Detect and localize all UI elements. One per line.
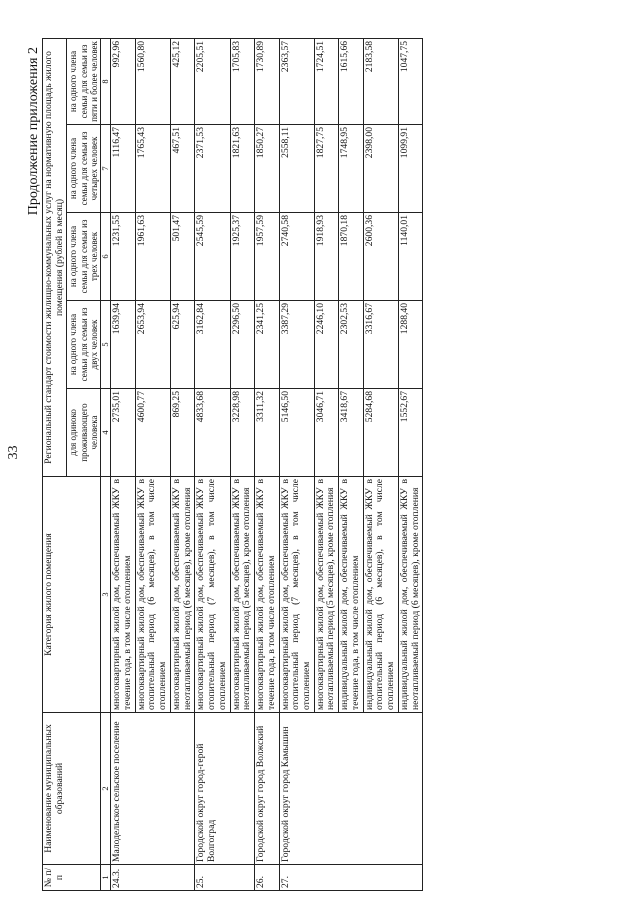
value-cell: 2600,36 (363, 213, 398, 301)
header-sub-1: для одиноко проживающего человека (67, 389, 100, 477)
value-cell: 1288,40 (398, 301, 422, 389)
value-cell: 2246,10 (314, 301, 338, 389)
continuation-note: Продолжение приложения 2 (26, 47, 41, 216)
header-sub-3: на одного члена семьи для семьи из трех человек (67, 213, 100, 301)
value-cell: 1748,95 (339, 125, 363, 213)
value-cell: 869,25 (170, 389, 194, 477)
column-number: 4 (100, 389, 111, 477)
value-cell: 1705,83 (230, 38, 254, 124)
category-cell: индивидуальный жилой дом, обеспечиваемый ЖКУ в неотапливаемый период (6 месяцев), кроме отопления (398, 477, 422, 713)
value-cell: 425,12 (170, 38, 194, 124)
column-number: 8 (100, 38, 111, 124)
category-cell: многоквартирный жилой дом, обеспечиваемый ЖКУ в течение года, в том числе отоплением (111, 477, 135, 713)
row-number: 24.3. (111, 865, 195, 891)
value-cell: 2183,58 (363, 38, 398, 124)
value-cell: 2205,51 (195, 38, 230, 124)
table-row (111, 38, 135, 890)
category-cell: индивидуальный жилой дом, обеспечиваемый ЖКУ в отопительный период (6 месяцев), в том числе отоплением (363, 477, 398, 713)
page-number: 33 (6, 445, 21, 460)
value-cell: 1821,63 (230, 125, 254, 213)
municipality-name: Малодельское сельское поселение (111, 713, 195, 865)
value-cell: 1957,59 (255, 213, 279, 301)
value-cell: 1918,93 (314, 213, 338, 301)
value-cell: 3418,67 (339, 389, 363, 477)
value-cell: 992,96 (111, 38, 135, 124)
value-cell: 1231,55 (111, 213, 135, 301)
column-number: 2 (100, 713, 111, 865)
value-cell: 3387,29 (279, 301, 314, 389)
value-cell: 501,47 (170, 213, 194, 301)
value-cell: 5284,68 (363, 389, 398, 477)
value-cell: 1639,94 (111, 301, 135, 389)
column-number: 5 (100, 301, 111, 389)
row-number: 26. (255, 865, 279, 891)
header-municipality: Наименование муниципальных образований (43, 713, 101, 865)
value-cell: 5146,50 (279, 389, 314, 477)
column-numbers-row (100, 38, 111, 890)
header-sub-4: на одного члена семьи для семьи из четырех человек (67, 125, 100, 213)
header-sub-2: на одного члена семьи для семьи из двух человек (67, 301, 100, 389)
category-cell: многоквартирный жилой дом, обеспечиваемый ЖКУ в неотапливаемый период (6 месяцев), кроме отопления (170, 477, 194, 713)
value-cell: 2296,50 (230, 301, 254, 389)
value-cell: 2363,57 (279, 38, 314, 124)
value-cell: 3228,98 (230, 389, 254, 477)
value-cell: 2302,53 (339, 301, 363, 389)
value-cell: 1099,91 (398, 125, 422, 213)
value-cell: 1730,89 (255, 38, 279, 124)
value-cell: 625,94 (170, 301, 194, 389)
value-cell: 1552,67 (398, 389, 422, 477)
category-cell: многоквартирный жилой дом, обеспечиваемый ЖКУ в отопительный период (7 месяцев), в том числе отоплением (195, 477, 230, 713)
header-standard: Региональный стандарт стоимости жилищно-коммунальных услуг на нормативную площадь жилого помещения (рублей в месяц) (43, 38, 67, 476)
value-cell: 1925,37 (230, 213, 254, 301)
value-cell: 2735,01 (111, 389, 135, 477)
category-cell: многоквартирный жилой дом, обеспечиваемый ЖКУ в неотапливаемый период (5 месяцев), кроме отопления (314, 477, 338, 713)
category-cell: многоквартирный жилой дом, обеспечиваемый ЖКУ в неотапливаемый период (5 месяцев), кроме отопления (230, 477, 254, 713)
value-cell: 1140,01 (398, 213, 422, 301)
value-cell: 1116,47 (111, 125, 135, 213)
column-number: 7 (100, 125, 111, 213)
value-cell: 1827,75 (314, 125, 338, 213)
municipality-name: Городской округ город-герой Волгоград (195, 713, 255, 865)
value-cell: 467,51 (170, 125, 194, 213)
value-cell: 1047,75 (398, 38, 422, 124)
value-cell: 1765,43 (135, 125, 170, 213)
value-cell: 3316,67 (363, 301, 398, 389)
value-cell: 2398,00 (363, 125, 398, 213)
category-cell: многоквартирный жилой дом, обеспечиваемый ЖКУ в отопительный период (6 месяцев), в том числе отоплением (135, 477, 170, 713)
category-cell: многоквартирный жилой дом, обеспечиваемый ЖКУ в отопительный период (7 месяцев), в том числе отоплением (279, 477, 314, 713)
value-cell: 2371,53 (195, 125, 230, 213)
standards-table (42, 38, 423, 891)
value-cell: 1724,51 (314, 38, 338, 124)
category-cell: многоквартирный жилой дом, обеспечиваемый ЖКУ в течение года, в том числе отоплением (255, 477, 279, 713)
header-no: № п/п (43, 865, 101, 891)
value-cell: 1850,27 (255, 125, 279, 213)
row-number: 25. (195, 865, 255, 891)
value-cell: 1870,18 (339, 213, 363, 301)
value-cell: 3311,32 (255, 389, 279, 477)
value-cell: 2341,25 (255, 301, 279, 389)
value-cell: 2545,59 (195, 213, 230, 301)
table-row (255, 38, 279, 890)
value-cell: 2740,58 (279, 213, 314, 301)
value-cell: 1560,80 (135, 38, 170, 124)
municipality-name: Городской округ город Камышин (279, 713, 423, 865)
value-cell: 1961,63 (135, 213, 170, 301)
value-cell: 2653,94 (135, 301, 170, 389)
table-row (279, 38, 314, 890)
value-cell: 3162,84 (195, 301, 230, 389)
value-cell: 2558,11 (279, 125, 314, 213)
column-number: 1 (100, 865, 111, 891)
value-cell: 4600,77 (135, 389, 170, 477)
value-cell: 1615,66 (339, 38, 363, 124)
table-row (195, 38, 230, 890)
row-number: 27. (279, 865, 423, 891)
header-category: Категория жилого помещения (43, 477, 101, 713)
value-cell: 3046,71 (314, 389, 338, 477)
column-number: 3 (100, 477, 111, 713)
category-cell: индивидуальный жилой дом, обеспечиваемый ЖКУ в течение года, в том числе отоплением (339, 477, 363, 713)
value-cell: 4833,68 (195, 389, 230, 477)
column-number: 6 (100, 213, 111, 301)
header-sub-5: на одного члена семьи для семьи из пяти и более человек (67, 38, 100, 124)
municipality-name: Городской округ город Волжский (255, 713, 279, 865)
